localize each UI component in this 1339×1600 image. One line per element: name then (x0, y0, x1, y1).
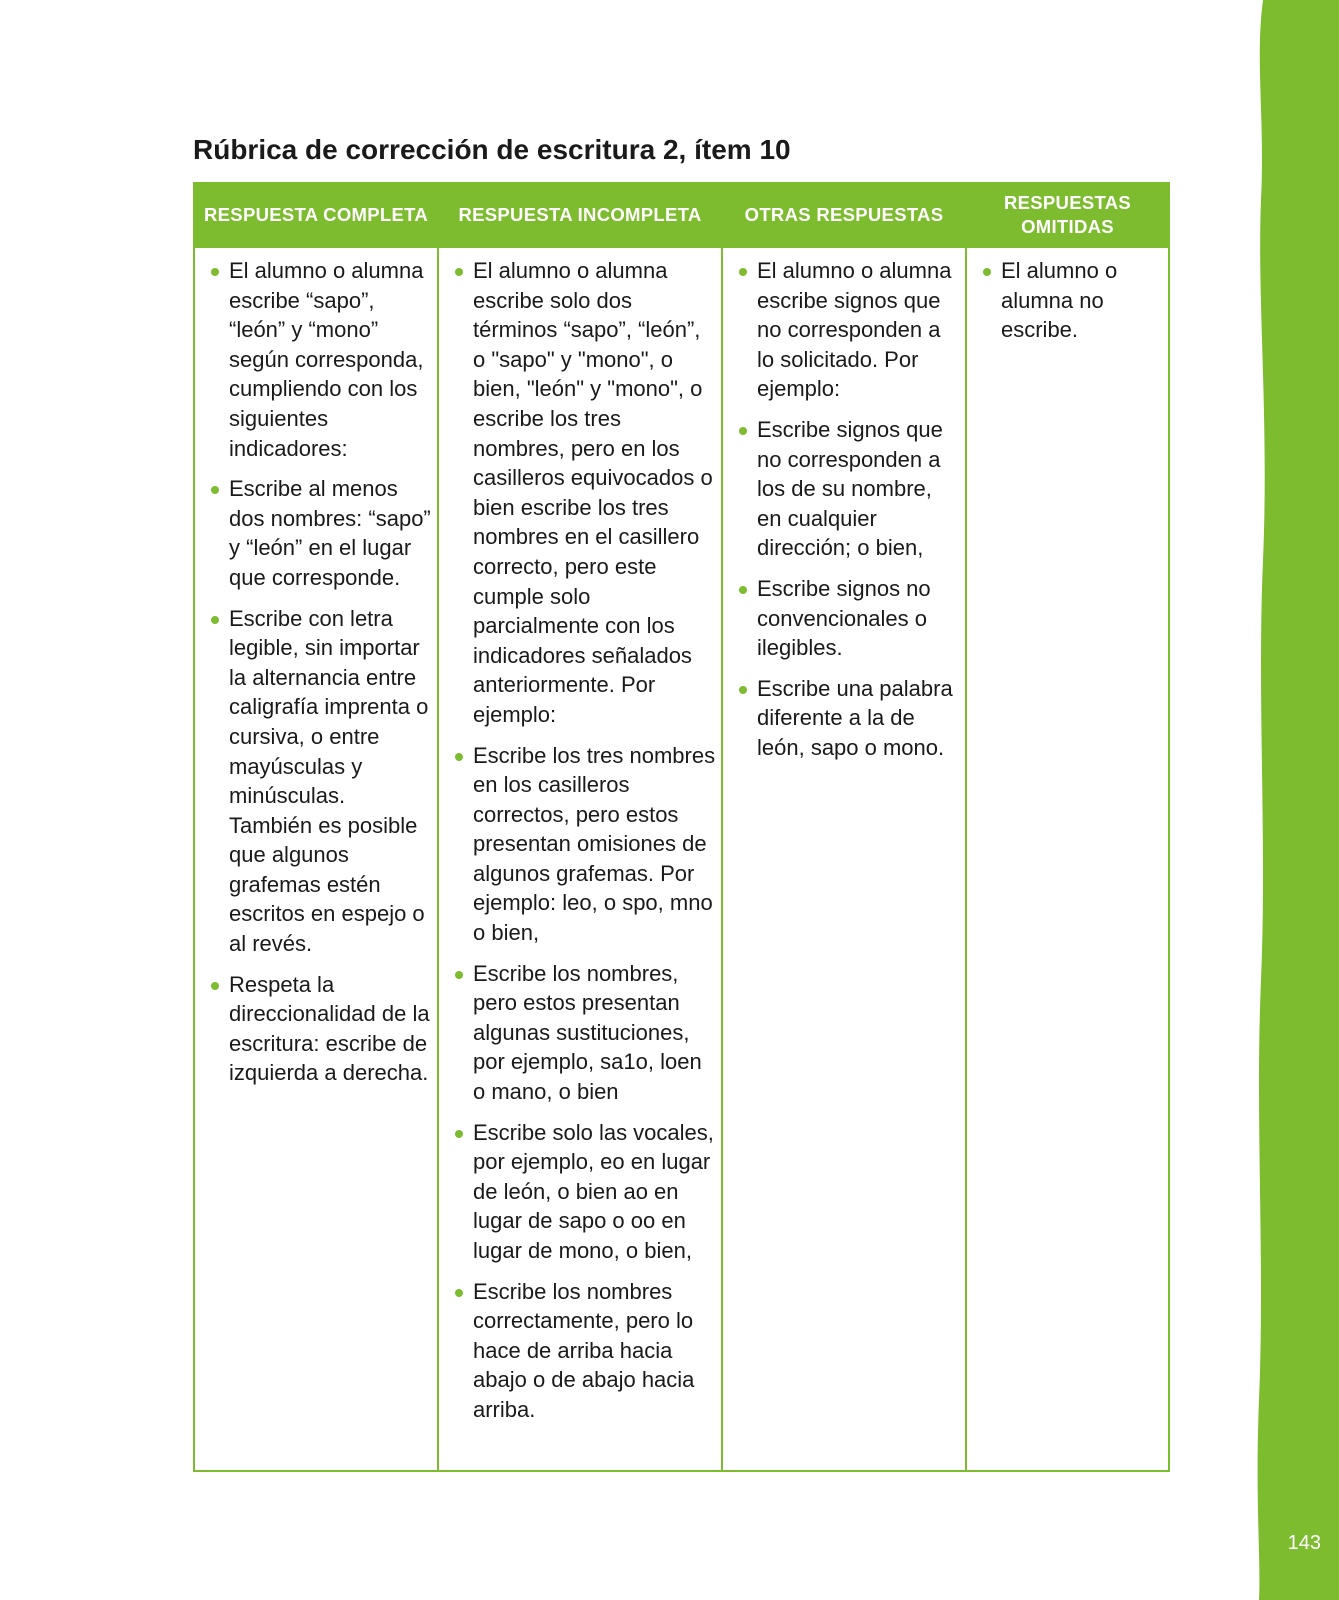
list-complete (203, 256, 433, 1088)
list-item (203, 970, 433, 1088)
cell-omitted (966, 247, 1169, 1471)
cell-other (722, 247, 966, 1471)
list-item (447, 959, 717, 1107)
bullet-icon (211, 486, 219, 494)
bullet-icon (455, 971, 463, 979)
list-item (731, 674, 961, 763)
bullet-icon (739, 686, 747, 694)
list-item (447, 1277, 717, 1425)
bullet-icon (455, 1130, 463, 1138)
item-text: Respeta la direccionalidad de la escritura: escribe de izquierda a derecha. (229, 971, 430, 1086)
bullet-icon (211, 616, 219, 624)
list-item (975, 256, 1164, 345)
item-text: Escribe los tres nombres en los casilleros correctos, pero estos presentan omisiones de algunos grafemas. Por ejemplo: leo, o spo, mno o bien, (473, 742, 716, 946)
column-header-complete: RESPUESTA COMPLETA (194, 183, 438, 247)
item-text: El alumno o alumna escribe signos que no corresponden a lo solicitado. Por ejemplo: (757, 258, 952, 402)
list-omitted (975, 256, 1164, 345)
rubric-table (193, 182, 1170, 1472)
item-text: El alumno o alumna escribe solo dos términos “sapo”, “león”, o "sapo" y "mono", o bien, "león" y "mono", o escribe los tres nombres, pero en los casilleros equivocados o bien escribe los tres nombres en el casillero correcto, pero este cumple solo parcialmente con los indicadores señalados anteriormente. Por ejemplo: (473, 258, 713, 727)
cell-complete (194, 247, 438, 1471)
item-text: Escribe signos no convencionales o ilegibles. (757, 575, 931, 661)
bullet-icon (983, 268, 991, 276)
item-text: Escribe los nombres, pero estos presentan algunas sustituciones, por ejemplo, sa1o, loen o mano, o bien (473, 960, 702, 1105)
bullet-icon (739, 268, 747, 276)
bullet-icon (211, 268, 219, 276)
list-item (731, 415, 961, 563)
list-item (447, 256, 717, 730)
page-title: Rúbrica de corrección de escritura 2, ítem 10 (193, 134, 791, 165)
bullet-icon (739, 586, 747, 594)
list-item (203, 604, 433, 959)
column-header-incomplete: RESPUESTA INCOMPLETA (438, 183, 722, 247)
bullet-icon (211, 982, 219, 990)
item-text: Escribe con letra legible, sin importar la alternancia entre caligrafía imprenta o cursiva, o entre mayúsculas y minúsculas. También es posible que algunos grafemas estén escritos en espejo o al revés. (229, 605, 429, 957)
item-text: Escribe los nombres correctamente, pero lo hace de arriba hacia abajo o de abajo hacia arriba. (473, 1278, 695, 1422)
list-other (731, 256, 961, 763)
list-item (447, 1118, 717, 1266)
list-item (203, 474, 433, 592)
item-text: Escribe signos que no corresponden a los de su nombre, en cualquier dirección; o bien, (757, 416, 943, 561)
list-item (203, 256, 433, 463)
item-text: Escribe una palabra diferente a la de león, sapo o mono. (757, 675, 953, 760)
content-row (194, 247, 1169, 1471)
list-item (731, 256, 961, 404)
cell-incomplete (438, 247, 722, 1471)
list-item (447, 741, 717, 948)
list-item (731, 574, 961, 663)
column-header-omitted: RESPUESTAS OMITIDAS (966, 183, 1169, 247)
bullet-icon (455, 753, 463, 761)
column-header-other: OTRAS RESPUESTAS (722, 183, 966, 247)
bullet-icon (455, 268, 463, 276)
item-text: El alumno o alumna no escribe. (1001, 258, 1118, 343)
bullet-icon (455, 1289, 463, 1297)
item-text: Escribe solo las vocales, por ejemplo, eo en lugar de león, o bien ao en lugar de sapo o oo en lugar de mono, o bien, (473, 1119, 714, 1263)
item-text: Escribe al menos dos nombres: “sapo” y “león” en el lugar que corresponde. (229, 476, 431, 590)
header-row (194, 183, 1169, 247)
list-incomplete (447, 256, 717, 1425)
side-band-shape (1255, 0, 1339, 1600)
bullet-icon (739, 427, 747, 435)
item-text: El alumno o alumna escribe “sapo”, “león” y “mono” según corresponda, cumpliendo con los siguientes indicadores: (229, 258, 424, 461)
green-side-band (1255, 0, 1339, 1600)
page-number: 143 (1287, 1532, 1321, 1554)
